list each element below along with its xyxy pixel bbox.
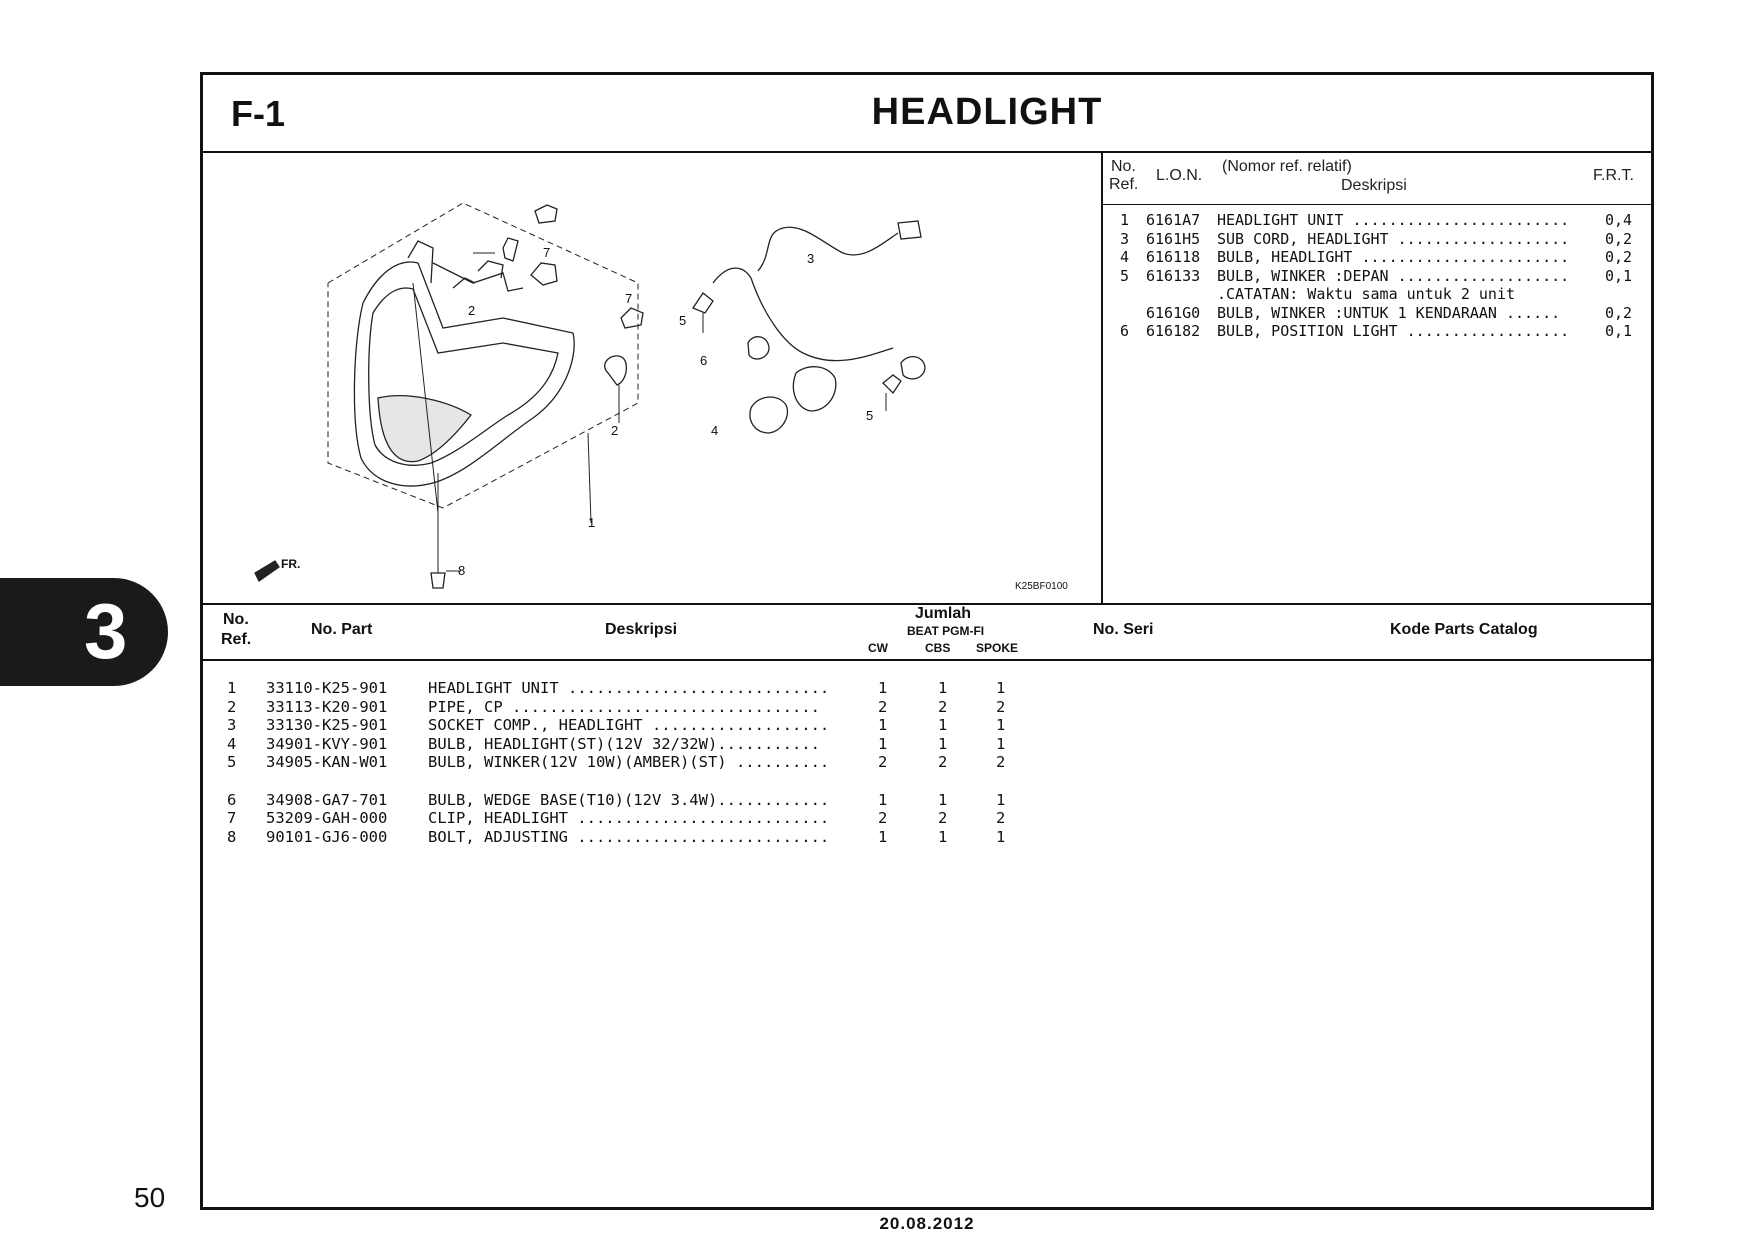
callout-label: 7: [543, 245, 551, 260]
lon-code: 616133: [1146, 266, 1201, 285]
callout-label: 8: [458, 563, 466, 578]
qty-spoke: 2: [996, 809, 1006, 828]
reference-row: [1103, 248, 1651, 267]
ref-no: 6: [1120, 322, 1130, 340]
qty-spoke: 1: [996, 827, 1006, 846]
no-part-header: No. Part: [311, 621, 373, 638]
model-header: BEAT PGM-FI: [907, 624, 985, 638]
frt-value: 0,1: [1605, 322, 1633, 340]
part-ref: 1: [227, 679, 237, 697]
part-ref: 6: [227, 790, 237, 809]
lon-code: 6161G0: [1146, 303, 1201, 322]
no-header: No.: [223, 611, 249, 628]
part-ref: 4: [227, 734, 237, 753]
diagram-code: K25BF0100: [1015, 581, 1068, 592]
qty-cw: 1: [878, 716, 888, 735]
callout-label: 1: [588, 515, 596, 530]
reference-table-header: [1103, 153, 1651, 205]
reference-row: [1103, 304, 1651, 323]
qty-cw: 1: [878, 790, 888, 809]
title-row: [203, 75, 1651, 153]
part-row: [203, 809, 1651, 828]
frt-header: F.R.T.: [1593, 167, 1634, 184]
callout-label: 2: [468, 303, 476, 318]
frt-value: 0,4: [1605, 211, 1633, 229]
callout-label: 4: [711, 423, 719, 438]
cw-header: CW: [868, 641, 888, 655]
part-description: HEADLIGHT UNIT ............................: [428, 679, 830, 697]
qty-cw: 2: [878, 697, 888, 716]
part-number: 34905-KAN-W01: [266, 753, 388, 772]
part-ref: 7: [227, 809, 237, 828]
part-number: 34901-KVY-901: [266, 734, 388, 753]
part-row: [203, 828, 1651, 847]
part-number: 34908-GA7-701: [266, 790, 388, 809]
qty-cbs: 1: [938, 716, 948, 735]
reference-row: [1103, 285, 1651, 304]
qty-cw: 1: [878, 679, 888, 697]
reference-table: [1103, 153, 1651, 603]
page-title: HEADLIGHT: [871, 91, 1103, 133]
no-seri-header: No. Seri: [1093, 621, 1154, 638]
front-direction-label: FR.: [281, 557, 301, 571]
qty-spoke: 1: [996, 679, 1006, 697]
part-description: CLIP, HEADLIGHT ...........................: [428, 809, 830, 828]
ref-header: Ref.: [221, 631, 252, 648]
kode-parts-catalog-header: Kode Parts Catalog: [1390, 621, 1538, 638]
qty-cbs: 1: [938, 679, 948, 697]
callout-label: 3: [807, 251, 815, 266]
cbs-header: CBS: [925, 641, 951, 655]
part-description: BULB, WEDGE BASE(T10)(12V 3.4W)............: [428, 790, 830, 809]
reference-row: [1103, 322, 1651, 341]
section-code: F-1: [231, 93, 285, 134]
qty-spoke: 1: [996, 734, 1006, 753]
part-description: SOCKET COMP., HEADLIGHT ...................: [428, 716, 830, 735]
ref-no: 3: [1120, 229, 1130, 248]
section-tab: [0, 578, 168, 686]
callout-label: 7: [625, 291, 633, 306]
ref-description: BULB, POSITION LIGHT ..................: [1217, 322, 1570, 340]
callout-label: 6: [700, 353, 708, 368]
section-tab-number: 3: [84, 587, 128, 675]
qty-cbs: 2: [938, 809, 948, 828]
footer-date: 20.08.2012: [879, 1214, 975, 1233]
part-description: PIPE, CP .................................: [428, 697, 820, 716]
part-row: [203, 753, 1651, 772]
part-ref: 3: [227, 716, 237, 735]
part-row: [203, 735, 1651, 754]
qty-cbs: 1: [938, 734, 948, 753]
ref-description: BULB, WINKER :UNTUK 1 KENDARAAN ......: [1217, 303, 1561, 322]
qty-cw: 1: [878, 827, 888, 846]
qty-cw: 1: [878, 734, 888, 753]
part-number: 53209-GAH-000: [266, 809, 388, 828]
part-description: BOLT, ADJUSTING ...........................: [428, 827, 830, 846]
lon-code: 6161H5: [1146, 229, 1201, 248]
parts-rows: [203, 679, 1651, 846]
qty-cw: 2: [878, 753, 888, 772]
exploded-diagram: [203, 153, 1103, 603]
qty-cbs: 1: [938, 790, 948, 809]
qty-cbs: 2: [938, 753, 948, 772]
qty-cbs: 1: [938, 827, 948, 846]
ref-description: HEADLIGHT UNIT ........................: [1217, 211, 1570, 229]
ref-no: 5: [1120, 266, 1130, 285]
ref-no: 4: [1120, 248, 1130, 266]
part-description: BULB, WINKER(12V 10W)(AMBER)(ST) ..........: [428, 753, 830, 772]
part-ref: 5: [227, 753, 237, 772]
jumlah-header: Jumlah: [915, 605, 972, 622]
part-row: [203, 698, 1651, 717]
ref-no-header: No.: [1111, 158, 1136, 175]
part-row: [203, 716, 1651, 735]
part-number: 90101-GJ6-000: [266, 827, 388, 846]
part-row: [203, 679, 1651, 698]
qty-spoke: 1: [996, 716, 1006, 735]
reference-row: [1103, 211, 1651, 230]
parts-table-header: [203, 603, 1651, 661]
ref-no: 1: [1120, 211, 1130, 229]
ref-ref-header: Ref.: [1109, 176, 1139, 193]
part-ref: 8: [227, 827, 237, 846]
parts-sheet: [200, 72, 1654, 1210]
part-number: 33113-K20-901: [266, 697, 388, 716]
frt-value: 0,2: [1605, 229, 1633, 248]
deskripsi-header: Deskripsi: [605, 621, 678, 638]
page-number: 50: [134, 1182, 166, 1213]
reference-row: [1103, 230, 1651, 249]
part-row: [203, 791, 1651, 810]
lon-code: 616182: [1146, 322, 1201, 340]
ref-description: BULB, WINKER :DEPAN ...................: [1217, 266, 1570, 285]
reference-rows: [1103, 211, 1651, 341]
callout-label: 5: [679, 313, 687, 328]
ref-description: SUB CORD, HEADLIGHT ...................: [1217, 229, 1570, 248]
part-number: 33110-K25-901: [266, 679, 388, 697]
ref-note: .CATATAN: Waktu sama untuk 2 unit: [1217, 285, 1516, 303]
frt-value: 0,1: [1605, 266, 1633, 285]
nomor-ref-header: (Nomor ref. relatif): [1222, 158, 1352, 175]
ref-description: BULB, HEADLIGHT .......................: [1217, 248, 1570, 266]
ref-deskripsi-header: Deskripsi: [1341, 177, 1407, 194]
lon-code: 616118: [1146, 248, 1201, 266]
callout-label: 2: [611, 423, 619, 438]
callout-label: 5: [866, 408, 874, 423]
lon-header: L.O.N.: [1156, 167, 1203, 184]
part-number: 33130-K25-901: [266, 716, 388, 735]
lon-code: 6161A7: [1146, 211, 1201, 229]
qty-spoke: 2: [996, 697, 1006, 716]
frt-value: 0,2: [1605, 248, 1633, 266]
qty-cbs: 2: [938, 697, 948, 716]
reference-row: [1103, 267, 1651, 286]
spoke-header: SPOKE: [976, 641, 1019, 655]
frt-value: 0,2: [1605, 303, 1633, 322]
qty-spoke: 1: [996, 790, 1006, 809]
headlight-illustration: [203, 153, 1101, 603]
part-description: BULB, HEADLIGHT(ST)(12V 32/32W)...........: [428, 734, 820, 753]
qty-spoke: 2: [996, 753, 1006, 772]
qty-cw: 2: [878, 809, 888, 828]
part-ref: 2: [227, 697, 237, 716]
